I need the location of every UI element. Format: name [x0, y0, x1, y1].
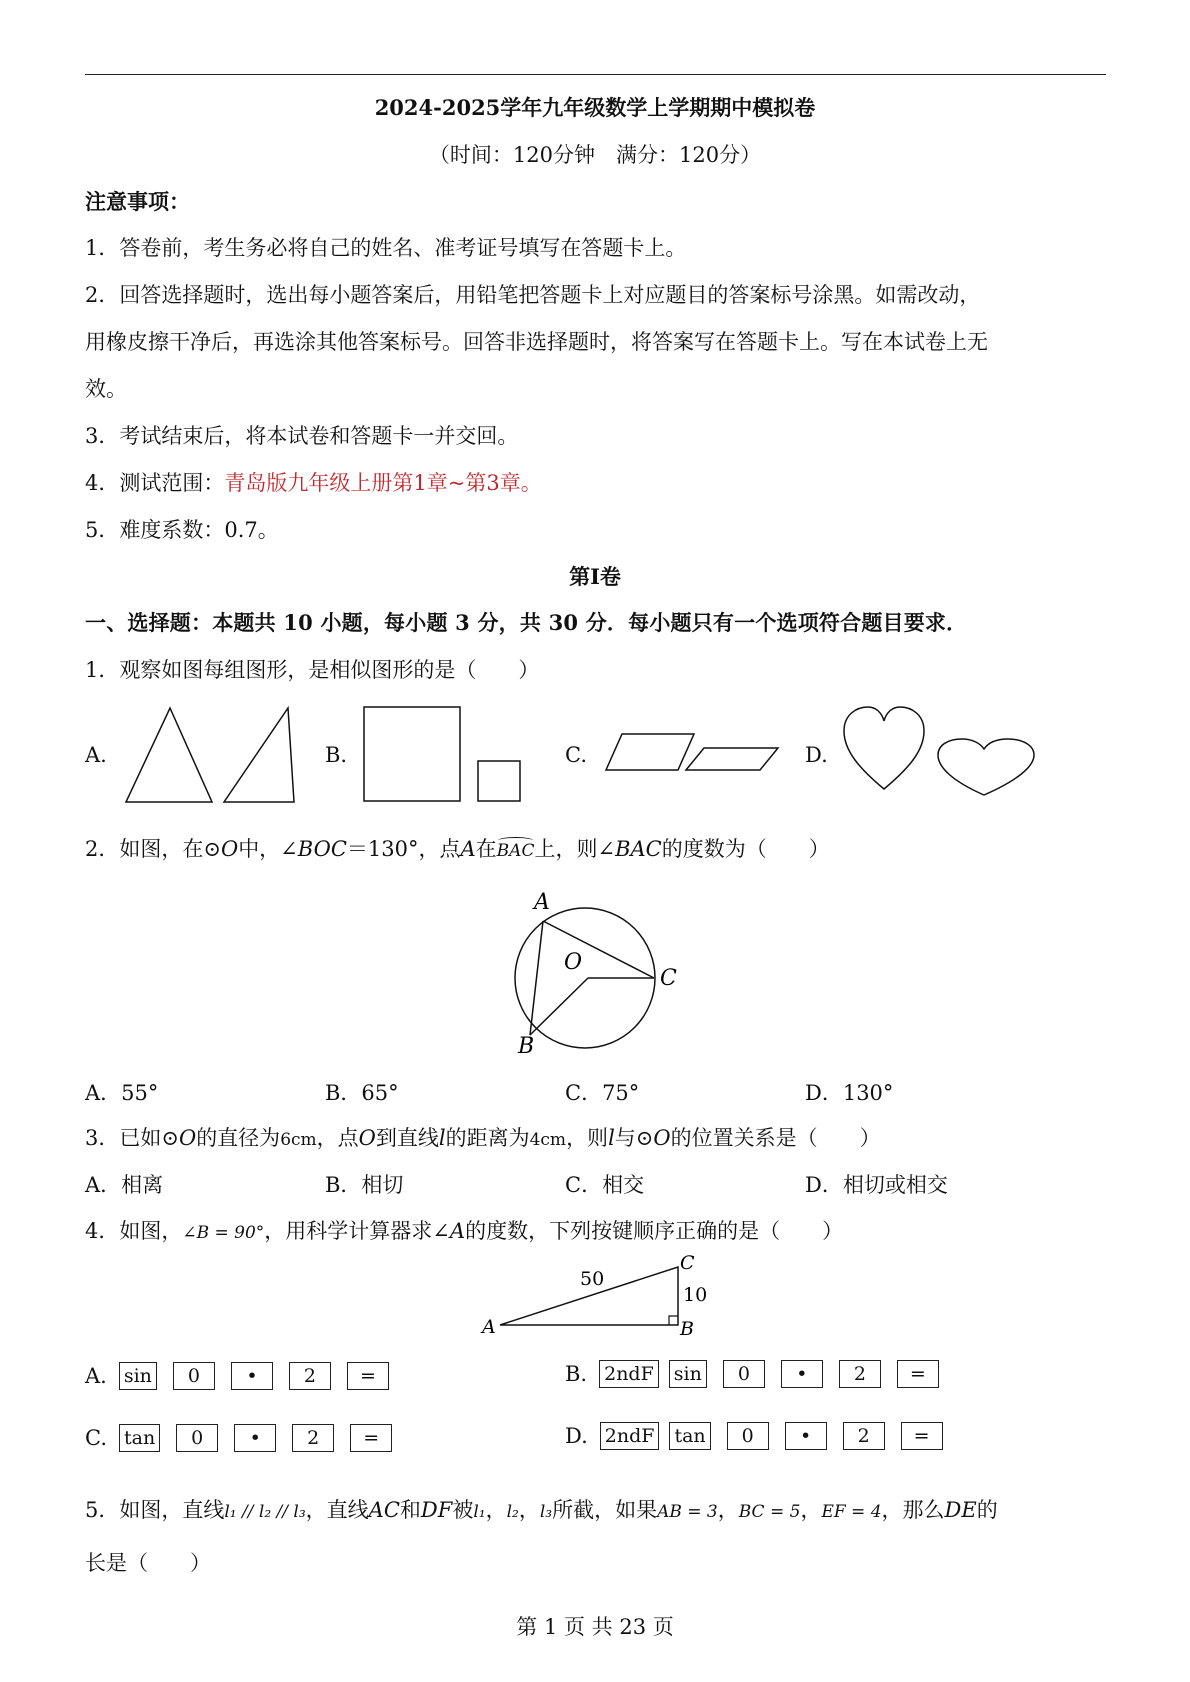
- q4-stem-part: ，用科学计算器求∠: [264, 1219, 450, 1243]
- calc-key-2: 2: [289, 1362, 331, 1390]
- q2-label-a: A: [534, 890, 550, 915]
- calc-key-2: 2: [292, 1424, 334, 1452]
- q1-square-large: [364, 707, 460, 801]
- q2-option-b: B．65°: [325, 1081, 399, 1105]
- q2-stem-part: 在: [475, 837, 497, 861]
- q3-stem-part: 到直线: [375, 1126, 439, 1150]
- q4-option-d: [565, 1422, 959, 1450]
- q4-label-side: 10: [683, 1284, 708, 1306]
- notice-item-2-line-3: 效。: [85, 377, 127, 401]
- notice-item-4: [85, 468, 1106, 498]
- volume-title: 第Ⅰ卷: [569, 564, 621, 589]
- q2-circle-figure: [500, 885, 690, 1059]
- calc-key-tan: tan: [669, 1422, 710, 1450]
- notice-item-5: 5．难度系数：0.7。: [85, 518, 279, 542]
- q4-stem: [85, 1216, 1106, 1248]
- calc-key-tan: tan: [119, 1424, 160, 1452]
- q5-var-l2: l₂: [506, 1502, 519, 1522]
- test-range: 青岛版九年级上册第1章~第3章。: [224, 471, 542, 495]
- calc-key-0: 0: [727, 1422, 769, 1450]
- q3-stem-part: ，则: [566, 1126, 609, 1150]
- notice-heading: 注意事项：: [85, 189, 190, 214]
- q4-stem-part: 的度数，下列按键顺序正确的是（ ）: [465, 1219, 844, 1243]
- q2-option-d: D．130°: [805, 1081, 894, 1105]
- calc-key-equals: =: [901, 1422, 943, 1450]
- q3-stem-part: 与⊙: [614, 1126, 654, 1150]
- q4-option-d-label: D.: [565, 1424, 588, 1448]
- q3-option-a: A．相离: [85, 1173, 164, 1197]
- calc-key-2ndf: 2ndF: [599, 1360, 659, 1388]
- q3-option-d: D．相切或相交: [805, 1173, 948, 1197]
- q5-var-l3: l₃: [539, 1502, 553, 1522]
- q5-parallel-lines: l₁ // l₂ // l₃: [224, 1502, 306, 1522]
- q5-var-de: DE: [944, 1498, 977, 1522]
- q5-ab: AB = 3: [657, 1502, 718, 1522]
- q2-label-b: B: [518, 1034, 535, 1059]
- q4-label-b: B: [680, 1318, 694, 1340]
- q2-option-a: A．55°: [85, 1081, 159, 1105]
- calc-key-equals: =: [350, 1424, 392, 1452]
- q1-figure-d: [840, 705, 1040, 805]
- q1-heart-wide: [938, 739, 1034, 795]
- notice-item-2-line-1: 2．回答选择题时，选出每小题答案后，用铅笔把答题卡上对应题目的答案标号涂黑。如需改动，: [85, 283, 981, 307]
- calc-key-equals: =: [347, 1362, 389, 1390]
- q1-option-c-label: C.: [565, 743, 587, 767]
- calc-key-dot: •: [785, 1422, 827, 1450]
- q1-square-small: [478, 761, 520, 801]
- q2-var-bac: BAC: [615, 837, 662, 861]
- q5-stem-part: 被: [452, 1498, 474, 1522]
- q1-stem: 1．观察如图每组图形，是相似图形的是（ ）: [85, 658, 540, 682]
- notice-item-1: 1．答卷前，考生务必将自己的姓名、准考证号填写在答题卡上。: [85, 236, 687, 260]
- q3-stem-part: 的直径为: [196, 1126, 281, 1150]
- q3-stem-part: 的距离为: [445, 1126, 530, 1150]
- q3-option-c: C．相交: [565, 1173, 645, 1197]
- calc-key-0: 0: [723, 1360, 765, 1388]
- calc-key-2ndf: 2ndF: [600, 1422, 660, 1450]
- calc-key-dot: •: [234, 1424, 276, 1452]
- q5-bc: BC = 5: [738, 1502, 801, 1522]
- q2-radius-ob: [530, 978, 588, 1035]
- q2-option-c: C．75°: [565, 1081, 640, 1105]
- notice-item-4-prefix: 4．测试范围：: [85, 471, 225, 495]
- q5-stem-part: ，: [518, 1498, 540, 1522]
- q5-ef: EF = 4: [821, 1502, 882, 1522]
- q3-stem-part: ，点: [316, 1126, 359, 1150]
- q4-option-c-label: C.: [85, 1426, 107, 1450]
- q2-var-o: O: [220, 837, 239, 861]
- q4-condition: ∠B = 90°: [182, 1223, 265, 1243]
- q1-triangle-isosceles: [126, 708, 212, 802]
- q5-stem-line-1: [85, 1495, 1106, 1527]
- q5-var-l1: l₁: [473, 1502, 486, 1522]
- q5-stem-part: ，那么: [881, 1498, 945, 1522]
- exam-title: 2024-2025学年九年级数学上学期期中模拟卷: [374, 95, 816, 120]
- q5-stem-part: ，直线: [305, 1498, 369, 1522]
- q4-option-a: [85, 1362, 405, 1390]
- calc-key-equals: =: [897, 1360, 939, 1388]
- q3-var-o: O: [358, 1126, 376, 1150]
- page-footer: 第 1 页 共 23 页: [516, 1615, 674, 1639]
- notice-item-3: 3．考试结束后，将本试卷和答题卡一并交回。: [85, 424, 519, 448]
- q1-parallelogram-2: [686, 748, 778, 770]
- q2-stem-part: 的度数为（ ）: [661, 837, 830, 861]
- q1-triangle-scalene: [224, 708, 294, 802]
- calc-key-2: 2: [843, 1422, 885, 1450]
- q5-stem-part: 的: [976, 1498, 998, 1522]
- q4-label-hypotenuse: 50: [580, 1268, 605, 1290]
- q1-option-b-label: B.: [325, 743, 348, 767]
- exam-subtitle: （时间：120分钟 满分：120分）: [428, 143, 762, 167]
- part1-heading: 一、选择题：本题共 10 小题，每小题 3 分，共 30 分．每小题只有一个选项符合题目要求．: [85, 610, 968, 635]
- q4-option-a-label: A.: [85, 1364, 107, 1388]
- q3-stem: [85, 1123, 1106, 1155]
- q4-var-a: A: [449, 1219, 466, 1243]
- calc-key-sin: sin: [119, 1362, 157, 1390]
- q3-var-o: O: [178, 1126, 197, 1150]
- q4-label-a: A: [482, 1316, 496, 1338]
- calc-key-dot: •: [781, 1360, 823, 1388]
- q4-right-angle-mark: [669, 1316, 678, 1325]
- q1-option-a-label: A.: [85, 743, 107, 767]
- calc-key-dot: •: [231, 1362, 273, 1390]
- q2-stem-part: 中，∠: [238, 837, 298, 861]
- q1-option-d-label: D.: [805, 743, 828, 767]
- q3-var-l: l: [608, 1126, 615, 1150]
- calc-key-sin: sin: [669, 1360, 707, 1388]
- q1-figure-b: [362, 705, 532, 805]
- q5-stem-part: 和: [399, 1498, 421, 1522]
- q4-option-c: [85, 1424, 408, 1452]
- q2-arc-bac: BAC: [497, 836, 535, 866]
- q5-stem-part: ，: [485, 1498, 507, 1522]
- q3-var-l: l: [438, 1126, 446, 1150]
- q3-stem-part: 3．已如⊙: [85, 1126, 179, 1150]
- q2-chord-ab: [530, 921, 543, 1035]
- q5-stem-part: ，: [800, 1498, 822, 1522]
- q2-stem: [85, 834, 1106, 866]
- q2-label-c: C: [660, 966, 677, 991]
- q5-stem-part: 5．如图，直线: [85, 1498, 225, 1522]
- q3-var-o: O: [653, 1126, 671, 1150]
- q5-stem-line-2: 长是（ ）: [85, 1551, 211, 1575]
- q3-diameter: 6cm: [280, 1130, 317, 1150]
- q2-chord-ac: [543, 921, 654, 978]
- q2-stem-part: 2．如图，在⊙: [85, 837, 221, 861]
- q4-option-b: [565, 1360, 955, 1388]
- q2-stem-part: ＝130°，点: [346, 837, 461, 861]
- q3-distance: 4cm: [529, 1130, 567, 1150]
- q2-var-boc: BOC: [297, 837, 347, 861]
- q4-stem-part: 4．如图，: [85, 1219, 183, 1243]
- q1-figure-a: [120, 700, 300, 810]
- q1-figure-c: [602, 730, 782, 780]
- q1-parallelogram-1: [606, 734, 694, 770]
- q5-var-df: DF: [420, 1498, 453, 1522]
- header-rule: [85, 74, 1106, 75]
- q4-label-c: C: [680, 1252, 695, 1274]
- q1-heart-upright: [844, 707, 924, 789]
- q5-stem-part: 所截，如果: [552, 1498, 658, 1522]
- q4-triangle-figure: [480, 1252, 720, 1340]
- q5-stem-part: ，: [717, 1498, 739, 1522]
- q2-stem-part: 上，则∠: [534, 837, 616, 861]
- q3-stem-part: 的位置关系是（ ）: [670, 1126, 881, 1150]
- q4-option-b-label: B.: [565, 1362, 588, 1386]
- q2-var-a: A: [460, 837, 476, 861]
- calc-key-0: 0: [173, 1362, 215, 1390]
- calc-key-2: 2: [839, 1360, 881, 1388]
- calc-key-0: 0: [176, 1424, 218, 1452]
- q2-label-o: O: [564, 950, 583, 975]
- q5-var-ac: AC: [368, 1498, 400, 1522]
- notice-item-2-line-2: 用橡皮擦干净后，再选涂其他答案标号。回答非选择题时，将答案写在答题卡上。写在本试卷上无: [85, 330, 988, 354]
- q3-option-b: B．相切: [325, 1173, 404, 1197]
